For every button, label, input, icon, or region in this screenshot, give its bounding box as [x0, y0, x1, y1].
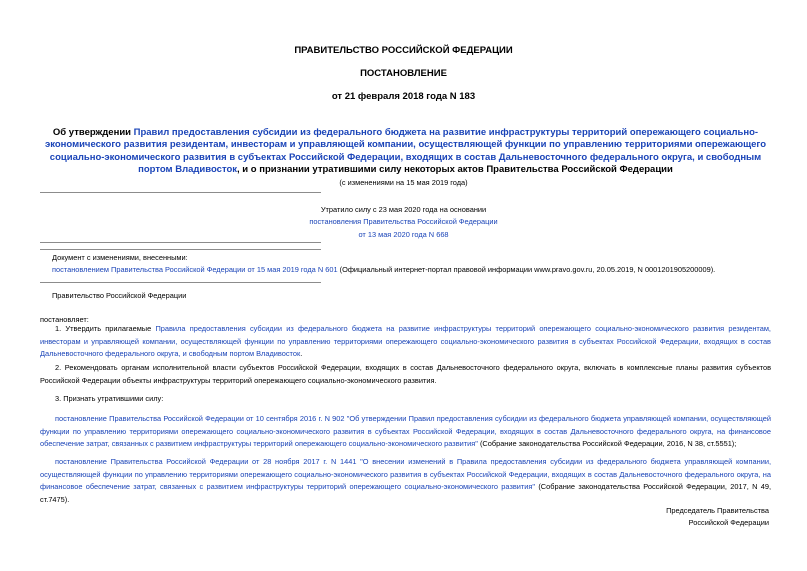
document-date-number: от 21 февраля 2018 года N 183: [331, 91, 476, 102]
changes-block: [52, 252, 771, 277]
government-label: Правительство Российской Федерации: [52, 291, 187, 300]
item-1-prefix: 1. Утвердить прилагаемые: [55, 324, 156, 333]
divider: [40, 282, 321, 283]
repealed-act-1: [40, 413, 771, 451]
signature-org: Российской Федерации: [688, 518, 769, 528]
issuing-authority: ПРАВИТЕЛЬСТВО РОССИЙСКОЙ ФЕДЕРАЦИИ: [294, 45, 513, 56]
item-3: 3. Признать утратившими силу:: [55, 394, 164, 403]
amending-decree-link[interactable]: постановлением Правительства Российской Федерации от 15 мая 2019 года N 601: [52, 265, 338, 275]
changes-label: Документ с изменениями, внесенными:: [52, 253, 188, 262]
changes-source: (Официальный интернет-портал правовой информации www.pravo.gov.ru, 20.05.2019, N 0001201905200009).: [337, 265, 716, 275]
amendment-note: (с изменениями на 15 мая 2019 года): [339, 178, 468, 187]
title-prefix: Об утверждении: [52, 127, 134, 138]
repeal-decree-link[interactable]: постановления Правительства Российской Федерации: [309, 217, 498, 227]
item-1: [40, 323, 771, 361]
signature-block: [666, 505, 769, 530]
divider: [40, 192, 321, 193]
repealed-act-1-link[interactable]: постановление Правительства Российской Федерации от 10 сентября 2016 г. N 902 "Об утверждении Правил предоставления субсидии из федерального бюджета управляющей компании, осуществляющей функции по управлению территориями опережающего социально-экономического развития в субъектах Российской Федерации, входящих в состав Дальневосточного федерального округа, на финансовое обеспечение затрат, связанных с развитием инфраструктуры территорий опережающего социально-экономического развития": [40, 414, 771, 449]
item-1-suffix: .: [300, 349, 303, 359]
document-title: [40, 127, 771, 177]
decrees-label: постановляет:: [40, 315, 89, 324]
repealed-act-2-source: (Собрание законодательства Российской Федерации, 2017, N 49, ст.7475).: [40, 482, 771, 504]
item-1-rules-link[interactable]: Правила предоставления субсидии из федерального бюджета на развитие инфраструктуры территорий опережающего социально-экономического развития резидентам, инвесторам и управляющей компании, осуществляющей функции по управлению территориями опережающего социально-экономического развития в субъектах Российской Федерации, входящих в состав Дальневосточного федерального округа, и свободным портом Владивосток: [40, 324, 771, 359]
repeal-decree-date-link[interactable]: от 13 мая 2020 года N 668: [358, 229, 449, 239]
repealed-act-1-source: (Собрание законодательства Российской Федерации, 2016, N 38, ст.5551);: [477, 439, 737, 449]
repeal-line-1: Утратило силу с 23 мая 2020 года на основании: [320, 205, 487, 214]
repeal-note: [0, 204, 807, 241]
title-suffix: , и о признании утратившими силу некоторых актов Правительства Российской Федерации: [237, 164, 673, 176]
rules-link[interactable]: Правил предоставления субсидии из федерального бюджета на развитие инфраструктуры территорий опережающего социально-экономического развития резидентам, инвесторам и управляющей компании, осуществляющей функции по управлению территориями опережающего социально-экономического развития в субъектах Российской Федерации, входящих в состав Дальневосточного федерального округа, и свободным портом Владивосток: [44, 127, 767, 176]
signature-title: Председатель Правительства: [666, 506, 769, 515]
divider: [40, 249, 321, 250]
item-2: 2. Рекомендовать органам исполнительной власти субъектов Российской Федерации, входящих в состав Дальневосточного федерального округа, включать в комплексные планы развития субъектов Российской Федерации объекты инфраструктуры территорий опережающего социально-экономического развития.: [40, 363, 771, 385]
repealed-act-2-link[interactable]: постановление Правительства Российской Федерации от 28 ноября 2017 г. N 1441 "О внесении изменений в Правила предоставления субсидии из федерального бюджета управляющей компании, осуществляющей функции по управлению территориями опережающего социально-экономического развития в субъектах Российской Федерации, входящих в состав Дальневосточного федерального округа, на финансовое обеспечение затрат, связанных с развитием инфраструктуры территорий опережающего социально-экономического развития": [40, 457, 771, 492]
divider: [40, 242, 321, 243]
repealed-act-2: [40, 456, 771, 506]
document-type: ПОСТАНОВЛЕНИЕ: [360, 68, 447, 79]
